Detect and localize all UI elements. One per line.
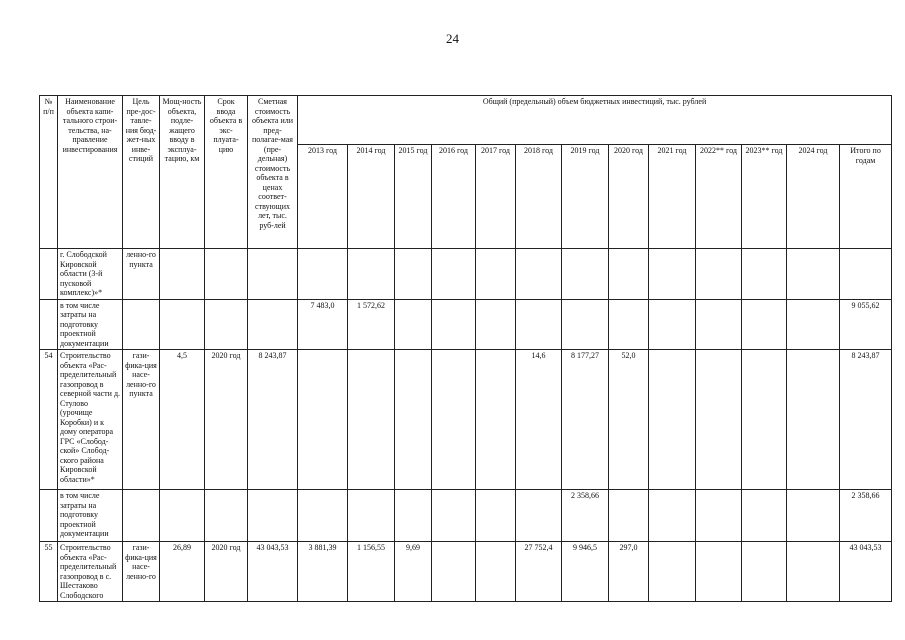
- row-year-value: [432, 542, 476, 602]
- budget-investment-table: [39, 95, 892, 602]
- row-year-value: [516, 249, 562, 300]
- row-year-value: [649, 542, 696, 602]
- row-cost: 8 243,87: [248, 350, 298, 490]
- row-year-value: [696, 490, 742, 542]
- row-year-value: 27 752,4: [516, 542, 562, 602]
- row-term: 2020 год: [205, 542, 248, 602]
- row-total: [840, 249, 892, 300]
- row-capacity: [160, 299, 205, 350]
- row-year-value: [787, 542, 840, 602]
- row-year-value: [649, 490, 696, 542]
- row-cost: [248, 249, 298, 300]
- row-year-value: [742, 350, 787, 490]
- header-year-2014: 2014 год: [348, 145, 395, 249]
- row-year-value: [476, 350, 516, 490]
- row-total: 2 358,66: [840, 490, 892, 542]
- table-body: [40, 249, 892, 602]
- row-year-value: [516, 299, 562, 350]
- row-year-value: [787, 490, 840, 542]
- row-total: 8 243,87: [840, 350, 892, 490]
- row-cost: [248, 490, 298, 542]
- row-purpose: гази-фика-ция насе-ленно-го: [123, 542, 160, 602]
- header-year-2015: 2015 год: [395, 145, 432, 249]
- row-term: [205, 249, 248, 300]
- header-term: Срок ввода объекта в экс-плуата-цию: [205, 96, 248, 249]
- row-year-value: [787, 299, 840, 350]
- header-purpose: Цель пре-дос-тавле-ния бюд-жет-ных инве-стиций: [123, 96, 160, 249]
- header-name: Наименование объекта капи-тального строи-тельства, на-правление инвестирования: [58, 96, 123, 249]
- row-year-value: [609, 299, 649, 350]
- row-year-value: [476, 542, 516, 602]
- row-year-value: [649, 249, 696, 300]
- row-year-value: [787, 350, 840, 490]
- row-year-value: [742, 299, 787, 350]
- row-no: [40, 249, 58, 300]
- header-capacity: Мощ-ность объекта, подле-жащего вводу в эксплуа-тацию, км: [160, 96, 205, 249]
- row-year-value: 2 358,66: [562, 490, 609, 542]
- table-row: [40, 249, 892, 300]
- header-no: № п/п: [40, 96, 58, 249]
- row-year-value: [476, 299, 516, 350]
- row-no: [40, 299, 58, 350]
- row-year-value: [609, 490, 649, 542]
- row-year-value: [476, 490, 516, 542]
- header-year-2022: 2022** год: [696, 145, 742, 249]
- row-year-value: [742, 490, 787, 542]
- row-year-value: [476, 249, 516, 300]
- table-row: [40, 299, 892, 350]
- row-year-value: [696, 350, 742, 490]
- row-capacity: 26,89: [160, 542, 205, 602]
- header-total: Итого по годам: [840, 145, 892, 249]
- row-year-value: [348, 350, 395, 490]
- row-purpose: ленно-го пункта: [123, 249, 160, 300]
- row-year-value: [432, 299, 476, 350]
- row-year-value: [742, 249, 787, 300]
- row-year-value: 3 881,39: [298, 542, 348, 602]
- row-term: 2020 год: [205, 350, 248, 490]
- row-cost: [248, 299, 298, 350]
- row-year-value: [348, 249, 395, 300]
- header-year-2016: 2016 год: [432, 145, 476, 249]
- row-year-value: [609, 249, 649, 300]
- row-year-value: 1 156,55: [348, 542, 395, 602]
- row-year-value: [348, 490, 395, 542]
- row-year-value: [696, 299, 742, 350]
- header-year-2020: 2020 год: [609, 145, 649, 249]
- row-year-value: [395, 299, 432, 350]
- table-row: [40, 542, 892, 602]
- row-year-value: [298, 490, 348, 542]
- header-investment-group: Общий (предельный) объем бюджетных инвестиций, тыс. рублей: [298, 96, 892, 145]
- row-total: 9 055,62: [840, 299, 892, 350]
- table-row: [40, 350, 892, 490]
- row-purpose: гази-фика-ция насе-ленно-го пункта: [123, 350, 160, 490]
- row-year-value: [562, 249, 609, 300]
- row-year-value: [432, 350, 476, 490]
- row-year-value: [298, 350, 348, 490]
- row-name: в том числе затраты на подготовку проектной документации: [58, 299, 123, 350]
- row-term: [205, 490, 248, 542]
- page-number: 24: [446, 31, 459, 46]
- row-no: 54: [40, 350, 58, 490]
- header-year-2019: 2019 год: [562, 145, 609, 249]
- table-row: [40, 490, 892, 542]
- row-year-value: 8 177,27: [562, 350, 609, 490]
- row-capacity: 4,5: [160, 350, 205, 490]
- row-total: 43 043,53: [840, 542, 892, 602]
- row-year-value: [649, 299, 696, 350]
- header-year-2018: 2018 год: [516, 145, 562, 249]
- row-no: [40, 490, 58, 542]
- row-name: Строительство объекта «Рас-пределительный газопровод в северной части д. Стулово (урочище Коробки) и к дому оператора ГРС «Слобод-ской» Слобод-ского района Кировской области»*: [58, 350, 123, 490]
- row-year-value: [432, 490, 476, 542]
- row-year-value: [787, 249, 840, 300]
- row-capacity: [160, 249, 205, 300]
- header-cost: Сметная стоимость объекта или пред-полагае-мая (пре-дельная) стоимость объекта в ценах соответ-ствующих лет, тыс. руб-лей: [248, 96, 298, 249]
- header-year-2024: 2024 год: [787, 145, 840, 249]
- row-year-value: [742, 542, 787, 602]
- row-year-value: [432, 249, 476, 300]
- header-year-2023: 2023** год: [742, 145, 787, 249]
- row-capacity: [160, 490, 205, 542]
- row-name: г. Слободской Кировской области (3-й пусковой комплекс)»*: [58, 249, 123, 300]
- row-year-value: [696, 542, 742, 602]
- row-year-value: [298, 249, 348, 300]
- header-year-2017: 2017 год: [476, 145, 516, 249]
- row-year-value: [395, 350, 432, 490]
- row-year-value: 14,6: [516, 350, 562, 490]
- header-year-2021: 2021 год: [649, 145, 696, 249]
- row-term: [205, 299, 248, 350]
- row-purpose: [123, 490, 160, 542]
- row-cost: 43 043,53: [248, 542, 298, 602]
- row-year-value: 52,0: [609, 350, 649, 490]
- row-name: в том числе затраты на подготовку проектной документации: [58, 490, 123, 542]
- row-year-value: 9,69: [395, 542, 432, 602]
- row-year-value: [696, 249, 742, 300]
- row-year-value: 9 946,5: [562, 542, 609, 602]
- row-year-value: 297,0: [609, 542, 649, 602]
- row-year-value: [395, 249, 432, 300]
- row-year-value: [516, 490, 562, 542]
- row-purpose: [123, 299, 160, 350]
- row-year-value: [649, 350, 696, 490]
- row-no: 55: [40, 542, 58, 602]
- header-year-2013: 2013 год: [298, 145, 348, 249]
- row-name: Строительство объекта «Рас-пределительный газопровод в с. Шестаково Слободского: [58, 542, 123, 602]
- row-year-value: 7 483,0: [298, 299, 348, 350]
- row-year-value: [395, 490, 432, 542]
- row-year-value: [562, 299, 609, 350]
- row-year-value: 1 572,62: [348, 299, 395, 350]
